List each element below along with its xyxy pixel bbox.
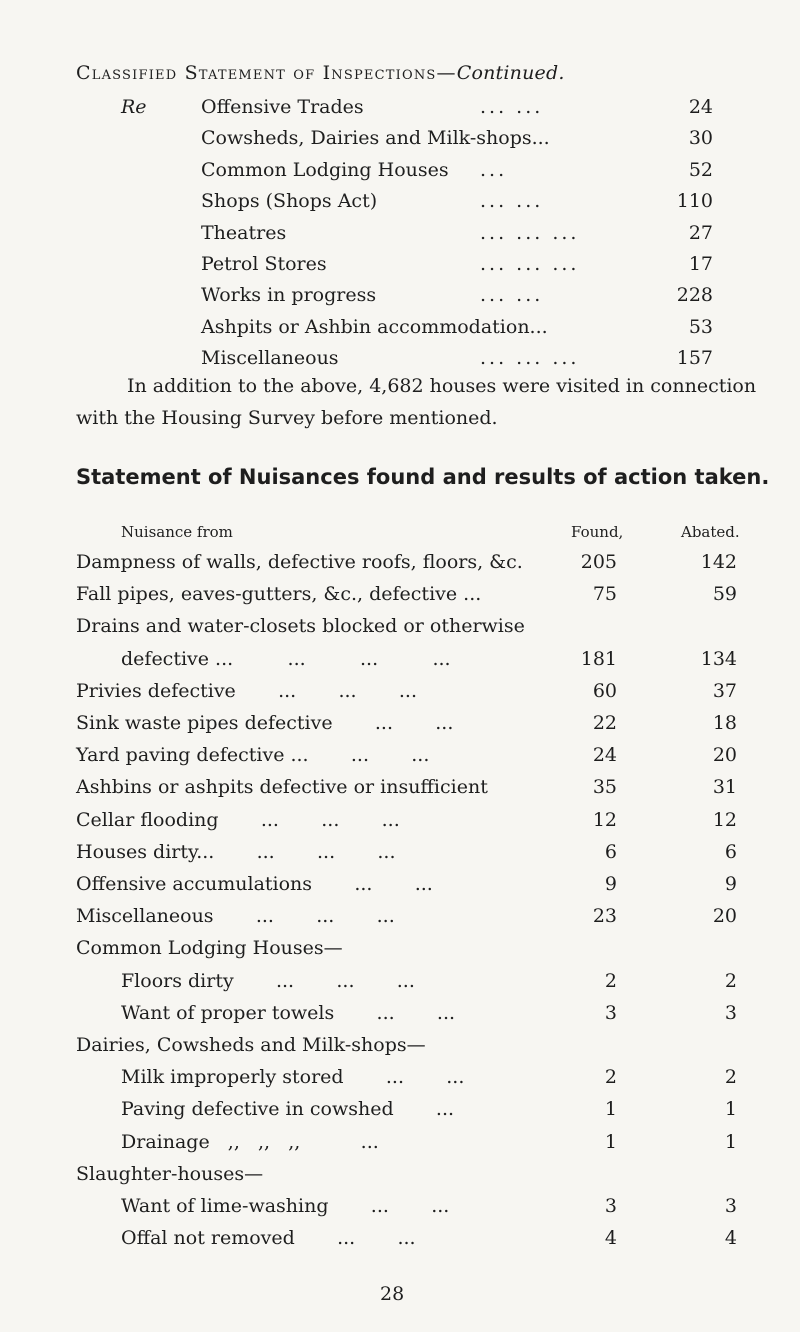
nuisance-row [0, 841, 800, 875]
nuisance-abated-count: 2 [724, 1066, 737, 1089]
inspection-leader-dots: ... ... [480, 284, 544, 307]
column-header-found: Found, [571, 523, 624, 541]
nuisance-row [0, 809, 800, 843]
nuisance-abated-count: 31 [712, 776, 737, 799]
nuisance-row [0, 680, 800, 714]
nuisance-found-count: 2 [604, 1066, 617, 1089]
nuisance-row [0, 1002, 800, 1036]
nuisance-abated-count: 142 [700, 551, 737, 573]
inspection-leader-dots: ... ... ... [480, 347, 580, 370]
nuisance-abated-count: 12 [712, 808, 737, 831]
nuisance-found-count: 1 [604, 1130, 617, 1153]
nuisance-row [0, 873, 800, 907]
nuisance-row [0, 1163, 800, 1197]
column-header-abated: Abated. [681, 523, 740, 541]
inspection-leader-dots: ... ... ... [480, 221, 580, 244]
inspection-label: Ashpits or Ashbin accommodation... [201, 315, 548, 338]
nuisance-found-count: 75 [592, 583, 617, 606]
nuisance-label: Paving defective in cowshed ... [121, 1098, 455, 1121]
nuisance-abated-count: 134 [700, 647, 737, 670]
nuisance-found-count: 3 [604, 1001, 617, 1024]
nuisance-abated-count: 20 [712, 905, 737, 928]
nuisance-row [0, 776, 800, 810]
inspection-label: Petrol Stores [201, 253, 327, 275]
inspection-leader-dots: ... [480, 158, 508, 181]
paragraph-line-1: In addition to the above, 4,682 houses were visited in connection [127, 375, 757, 397]
nuisance-row [0, 970, 800, 1004]
nuisance-abated-count: 1 [724, 1130, 737, 1153]
inspections-heading-text: Classified Statement of Inspections— [76, 62, 457, 84]
nuisance-row [0, 1066, 800, 1100]
nuisance-label: Milk improperly stored ... ... [121, 1066, 465, 1089]
nuisance-found-count: 60 [592, 679, 617, 702]
inspection-leader-dots: ... ... [480, 96, 544, 118]
inspections-heading [76, 62, 565, 84]
nuisance-found-count: 23 [592, 905, 617, 928]
nuisance-row [0, 615, 800, 649]
nuisance-abated-count: 3 [724, 1001, 737, 1024]
nuisance-abated-count: 4 [724, 1227, 737, 1250]
nuisance-label: Dairies, Cowsheds and Milk-shops— [76, 1034, 426, 1056]
nuisance-abated-count: 2 [724, 969, 737, 992]
nuisance-label: Fall pipes, eaves-gutters, &c., defective ... [76, 583, 482, 606]
inspection-label: Cowsheds, Dairies and Milk-shops... [201, 127, 550, 150]
nuisance-row [0, 712, 800, 746]
nuisance-label: Drains and water-closets blocked or otherwise [76, 615, 525, 638]
nuisance-label: Cellar flooding ... ... ... [76, 808, 400, 831]
nuisance-abated-count: 20 [712, 744, 737, 767]
inspection-count: 110 [676, 190, 713, 213]
nuisance-label: Common Lodging Houses— [76, 937, 343, 960]
column-header-nuisance: Nuisance from [121, 523, 233, 541]
nuisance-found-count: 205 [580, 551, 617, 573]
nuisance-found-count: 2 [604, 969, 617, 992]
page-number: 28 [380, 1283, 405, 1305]
nuisance-row [0, 937, 800, 971]
inspections-heading-continued: Continued. [456, 62, 565, 84]
inspection-prefix: Re [121, 96, 147, 118]
nuisance-label: Ashbins or ashpits defective or insufficient [76, 776, 488, 799]
housing-survey-paragraph [76, 370, 776, 434]
inspection-label: Works in progress [201, 284, 377, 307]
inspection-label: Shops (Shops Act) [201, 190, 378, 213]
inspection-label: Miscellaneous [201, 347, 339, 370]
inspection-count: 157 [676, 347, 713, 370]
nuisance-label: Want of proper towels ... ... [121, 1001, 456, 1024]
nuisance-found-count: 12 [592, 808, 617, 831]
nuisance-row [0, 1195, 800, 1229]
nuisance-found-count: 1 [604, 1098, 617, 1121]
nuisance-label: defective ... ... ... ... [121, 647, 451, 670]
nuisance-label: Miscellaneous ... ... ... [76, 905, 395, 928]
inspection-count: 228 [676, 284, 713, 307]
nuisance-label: Offensive accumulations ... ... [76, 873, 433, 895]
nuisance-abated-count: 3 [724, 1195, 737, 1217]
nuisance-found-count: 181 [580, 647, 617, 670]
nuisance-row [0, 744, 800, 778]
inspection-count: 52 [688, 158, 713, 181]
nuisance-label: Privies defective ... ... ... [76, 679, 417, 702]
nuisance-found-count: 22 [592, 712, 617, 734]
nuisance-found-count: 4 [604, 1227, 617, 1250]
nuisance-found-count: 24 [592, 744, 617, 767]
nuisance-abated-count: 18 [712, 712, 737, 734]
nuisance-row [0, 1227, 800, 1261]
nuisance-row [0, 551, 800, 585]
inspection-count: 17 [688, 253, 713, 275]
nuisance-found-count: 6 [604, 840, 617, 863]
nuisance-label: Dampness of walls, defective roofs, floors, &c. [76, 551, 523, 573]
inspection-count: 24 [688, 96, 713, 118]
nuisances-heading: Statement of Nuisances found and results of action taken. [76, 465, 770, 489]
nuisance-abated-count: 6 [724, 840, 737, 863]
nuisance-label: Drainage ,, ,, ,, ... [121, 1130, 379, 1153]
nuisance-label: Want of lime-washing ... ... [121, 1195, 450, 1217]
nuisance-label: Offal not removed ... ... [121, 1227, 416, 1250]
nuisance-found-count: 35 [592, 776, 617, 799]
inspection-leader-dots: ... ... ... [480, 253, 580, 275]
nuisance-label: Slaughter-houses— [76, 1162, 264, 1185]
nuisance-row [0, 905, 800, 939]
nuisance-label: Sink waste pipes defective ... ... [76, 712, 454, 734]
inspection-label: Theatres [201, 221, 287, 244]
inspection-label: Offensive Trades [201, 96, 364, 118]
nuisance-abated-count: 9 [724, 873, 737, 895]
nuisance-label: Yard paving defective ... ... ... [76, 744, 430, 767]
nuisance-abated-count: 59 [712, 583, 737, 606]
inspection-count: 30 [688, 127, 713, 150]
nuisance-label: Floors dirty ... ... ... [121, 969, 415, 992]
nuisance-row [0, 648, 800, 682]
nuisance-row [0, 1131, 800, 1165]
nuisance-row [0, 1034, 800, 1068]
nuisance-abated-count: 37 [712, 679, 737, 702]
inspection-count: 53 [688, 315, 713, 338]
nuisance-abated-count: 1 [724, 1098, 737, 1121]
inspection-count: 27 [688, 221, 713, 244]
inspection-leader-dots: ... ... [480, 190, 544, 213]
nuisance-found-count: 3 [604, 1195, 617, 1217]
nuisance-row [0, 583, 800, 617]
inspection-label: Common Lodging Houses [201, 158, 449, 181]
nuisance-row [0, 1098, 800, 1132]
paragraph-line-2: with the Housing Survey before mentioned. [76, 407, 498, 429]
nuisance-found-count: 9 [604, 873, 617, 895]
nuisance-label: Houses dirty... ... ... ... [76, 840, 396, 863]
